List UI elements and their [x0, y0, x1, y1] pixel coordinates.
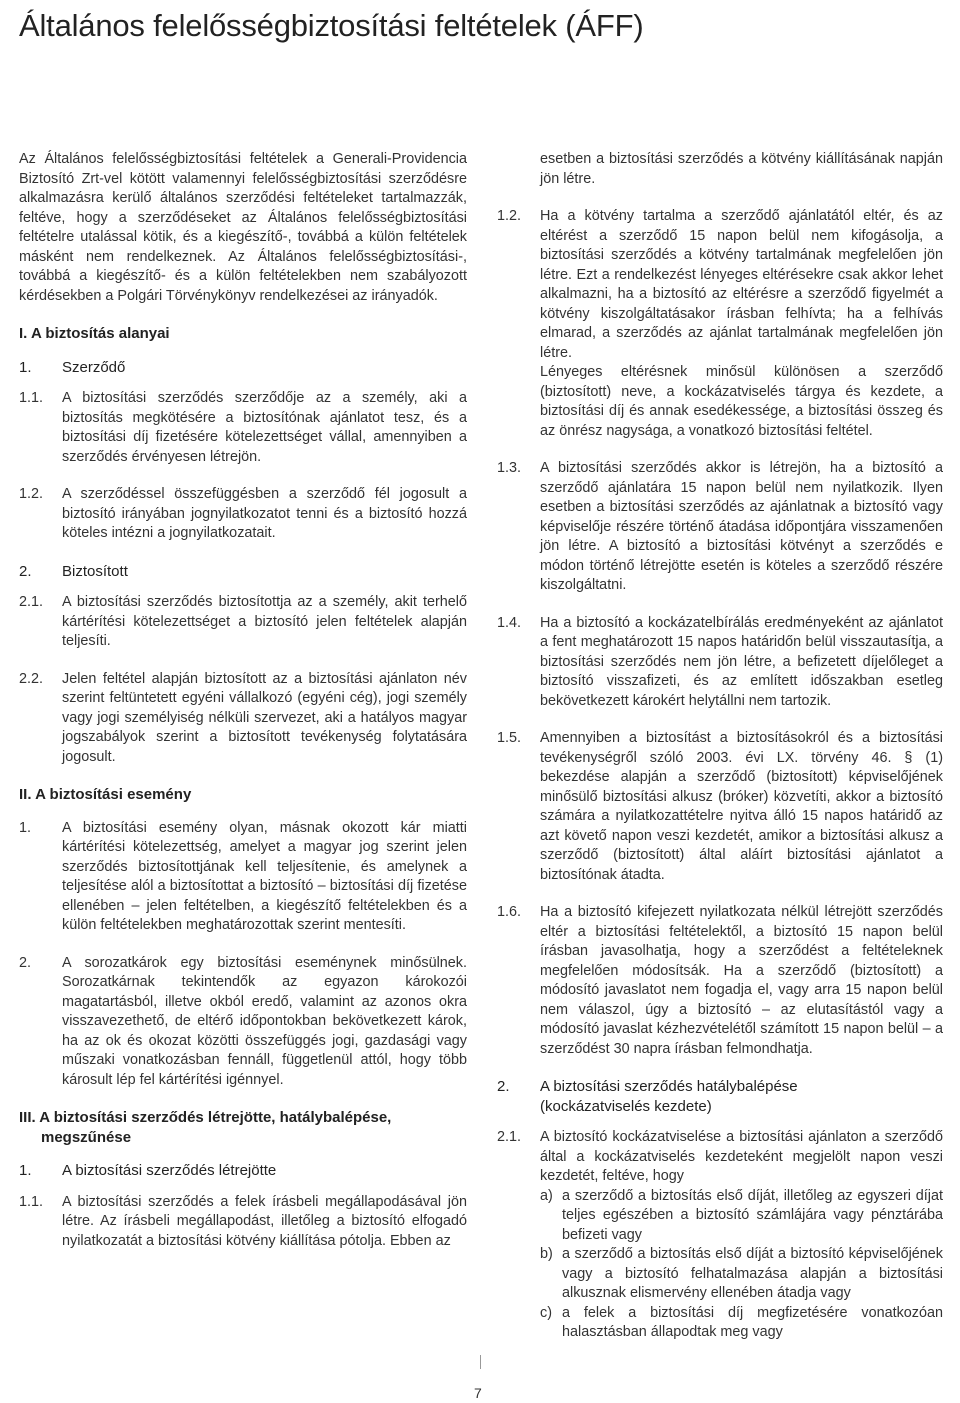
- section-heading-3: [19, 1108, 467, 1147]
- clause-text: Jelen feltétel alapján biztosított az a biztosítási ajánlaton név szerint feltüntetett egyéni vállalkozó (egyéni cég), jogi személy vagy jogi személyiség nélküli szervezet, aki a hatályos magyar jogszabályok szerint a biztosított tevékenység folytatására jogosult.: [62, 670, 467, 765]
- clause-number: 1.2.: [497, 208, 522, 224]
- clause-text: A biztosítási szerződés akkor is létrejön, ha a biztosító a szerződő ajánlatára 15 napon belül nem nyilatkozik. Ilyen esetben a biztosítási szerződés az ajánlatnak a biztosító vagy képviselője részére történő átadása időpontjára visszamenően jön létre. A biztosító a biztosítási kötvényt a szerződés e módon történő létrejötte esetén is köteles a szerződő részére kiszolgáltatni.: [540, 460, 943, 593]
- page-number: 7: [474, 1385, 482, 1401]
- clause-text-2: Lényeges eltérésnek minősül különösen a szerződő (biztosított) neve, a kockázatviselés tárgya és kezdete, a biztosítási díj és annak esedékessége, a biztosítási összeg és az önrész nagysága, a vonatkozó biztosítási feltétel.: [540, 364, 943, 439]
- clause-text: A biztosítási szerződés szerződője az a személy, aki a biztosítás megkötésére a biztosítónak ajánlatot tesz, és a biztosítási díj fizetésére kötelezettséget vállal, amennyiben a szerződés érvényesen létrejön.: [62, 390, 467, 465]
- left-column: [19, 150, 467, 1269]
- list-marker: a): [540, 1187, 553, 1204]
- clause-text: A szerződéssel összefüggésben a szerződő fél jogosult a biztosító irányában jognyilatkozatot tenni és a biztosító hozzá köteles intézni a jognyilatkozatait.: [62, 486, 467, 541]
- subsection-number: 1.: [19, 1162, 32, 1179]
- subsection-heading: [19, 358, 467, 378]
- section-heading-2: II. A biztosítási esemény: [19, 786, 192, 803]
- clause-text: esetben a biztosítási szerződés a kötvény kiállításának napján jön létre.: [540, 151, 943, 187]
- subsection-number: 2.: [19, 562, 32, 580]
- clause-number: 2.1.: [19, 594, 44, 610]
- subsection-label: Szerződő: [62, 358, 126, 376]
- clause-continuation: [497, 150, 943, 189]
- subsection-label-line2: (kockázatviselés kezdete): [540, 1097, 712, 1115]
- clause-text: Ha a biztosító a kockázatelbírálás eredményeként az ajánlatot a fent meghatározott 15 napos határidőn belül visszautasítja, a biztosítási szerződés nem jön létre, a befizetett díjelőleget a biztosító visszafizeti, és az említett időszakban esetleg bekövetkezett károkért helytállni nem tartozik.: [540, 614, 943, 709]
- clause-text: A biztosítási esemény olyan, másnak okozott kár miatti kártérítési kötelezettség, amelyet a magyar jog szerint jelen szerződés biztosítottjának kell teljesítenie, és amelynek a teljesítése alól a biztosítottat a biztosító – biztosítási díj fizetése ellenében – jelen feltételben, a kiegészítő feltételekben és a külön feltételekben meghatározottak szerint mentesíti.: [62, 819, 467, 933]
- clause: [19, 389, 467, 467]
- clause-text: A biztosító kockázatviselése a biztosítási ajánlaton a szerződő által a kockázatviselés kezdeteként megjelölt napon veszi kezdetét, feltéve, hogy: [540, 1129, 943, 1184]
- footer-divider: [480, 1355, 481, 1369]
- clause: [497, 207, 943, 441]
- clause: [19, 670, 467, 768]
- clause-number: 1.3.: [497, 460, 522, 476]
- list-item-text: a szerződő a biztosítás első díját, illetőleg az egyszeri díjat teljes egészében a biztosító számlájára vagy pénztárába befizeti vagy: [562, 1187, 943, 1243]
- list-item-text: a szerződő a biztosítás első díját a biztosító képviselőjének vagy a biztosító felhatalmazása alapján a biztosítási alkusznak elismervény ellenében átadja vagy: [562, 1246, 943, 1301]
- clause-text: Ha a kötvény tartalma a szerződő ajánlatától eltér, és az eltérést a szerződő 15 napon belül nem kifogásolja, a biztosítási szerződés a kötvény tartalmának megfelelően jön létre. Ezt a rendelkezést lényeges eltérésekre csak akkor lehet alkalmazni, ha a biztosító az eltérésre a szerződő figyelmét a kötvény kiszolgáltatásakor írásban felhívta; ha a felhívás elmarad, a szerződés az ajánlat tartalmának megfelelően jön létre.: [540, 208, 943, 361]
- clause-text: A biztosítási szerződés biztosítottja az a személy, akit terhelő kártérítési kötelezettséget a biztosító jelen feltételek alapján teljesíti.: [62, 594, 467, 649]
- clause-number: 2.1.: [497, 1129, 522, 1145]
- clause: [19, 954, 467, 1091]
- list-item-text: a felek a biztosítási díj megfizetésére vonatkozóan halasztásban állapodtak meg vagy: [562, 1304, 943, 1340]
- clause: [497, 1128, 943, 1343]
- clause-number: 1.4.: [497, 614, 522, 631]
- subsection-label: A biztosítási szerződés létrejötte: [62, 1162, 277, 1179]
- clause: [19, 593, 467, 652]
- clause-text: A biztosítási szerződés a felek írásbeli megállapodásával jön létre. Az írásbeli megállapodást, illetőleg a biztosító elfogadó nyilatkozatát a biztosítási kötvény kiállítása pótolja. Ebben az: [62, 1193, 467, 1249]
- page-title: Általános felelősségbiztosítási feltételek (ÁFF): [19, 8, 644, 43]
- clause-number: 1.1.: [19, 1193, 44, 1210]
- clause-number: 2.: [19, 954, 32, 971]
- clause: [19, 1193, 467, 1252]
- clause: [497, 729, 943, 885]
- clause-text: A sorozatkárok egy biztosítási eseménynek minősülnek. Sorozatkárnak tekintendők az egyazon károkozói magatartásból, illetve okból eredő, valamint az azonos okra visszavezethető, de eltérő időpontokban bekövetkezett károk, ha az ok és okozat közötti összefüggés jogi, gazdasági vagy műszaki vonatkozásban fennáll, függetlenül attól, hogy több károsult lép fel kártérítési igénnyel.: [62, 954, 467, 1088]
- list-marker: c): [540, 1304, 552, 1321]
- list-item: [540, 1304, 943, 1343]
- clause-number: 1.2.: [19, 486, 44, 502]
- clause-number: 1.6.: [497, 904, 522, 920]
- subsection-heading: [497, 1077, 943, 1116]
- subsection-label: Biztosított: [62, 562, 128, 580]
- list-item: [540, 1187, 943, 1246]
- clause-number: 1.1.: [19, 390, 44, 406]
- clause: [497, 903, 943, 1059]
- clause: [497, 614, 943, 712]
- clause-text: Ha a biztosító kifejezett nyilatkozata nélkül létrejött szerződés eltér a biztosítási feltételektől, a biztosító 15 napon belül írásban javasolhatja, hogy a szerződést a feltételeknek megfelelően módosítsák. Ha a szerződő (biztosított) a módosító javaslatot nem fogadja el, vagy arra 15 napon belül nem válaszol, úgy a biztosító – az elutasítástól vagy a módosító javaslat kézhezvételétől számított 15 napon belül – a szerződést 30 napra írásban felmondhatja.: [540, 904, 943, 1057]
- clause-number: 1.5.: [497, 730, 522, 746]
- right-column: [497, 150, 943, 1361]
- section-heading-3-line1: III. A biztosítási szerződés létrejötte, hatálybalépése,: [19, 1109, 392, 1126]
- intro-paragraph: Az Általános felelősségbiztosítási feltételek a Generali-Providencia Biztosító Zrt-vel kötött valamennyi felelősségbiztosítási szerződésre alkalmazásra kerülő általános szerződési feltételeket tartalmazzák, feltéve, hogy a szerződéseket az Általános felelősségbiztosítási feltételre utalással kötik, és a kiegészítő-, továbbá a külön feltételek másként nem rendelkeznek. Az Általános felelősségbiztosítási-, továbbá a kiegészítő- és a külön feltételekben nem szabályozott kérdésekben a Polgári Törvénykönyv rendelkezései az irányadók.: [19, 151, 467, 304]
- section-heading-3-line2: megszűnése: [41, 1128, 132, 1146]
- clause-text: Amennyiben a biztosítást a biztosításokról és a biztosítási tevékenységről szóló 2003. évi LX. törvény 46. § (1) bekezdése alapján a szerződő (biztosított) képviselőjének minősülő biztosítási alkusz (bróker) közvetíti, akkor a biztosító számára a nyilatkozattételre nyitva álló 15 napos határidő az azt követő napon veszi kezdetét, amikor a biztosítási alkusz a szerződő (biztosított) által aláírt biztosítási ajánlatot a biztosítónak átadta.: [540, 730, 943, 883]
- subsection-heading: [19, 562, 467, 582]
- subsection-number: 1.: [19, 358, 32, 376]
- clause: [497, 459, 943, 596]
- section-heading-1: I. A biztosítás alanyai: [19, 325, 170, 342]
- list-item: [540, 1245, 943, 1304]
- list-marker: b): [540, 1246, 553, 1262]
- subsection-number: 2.: [497, 1078, 510, 1095]
- clause: [19, 819, 467, 936]
- clause-number: 2.2.: [19, 670, 44, 687]
- subsection-label-line1: A biztosítási szerződés hatálybalépése: [540, 1078, 798, 1095]
- subsection-heading: [19, 1161, 467, 1181]
- clause: [19, 485, 467, 544]
- clause-number: 1.: [19, 819, 32, 836]
